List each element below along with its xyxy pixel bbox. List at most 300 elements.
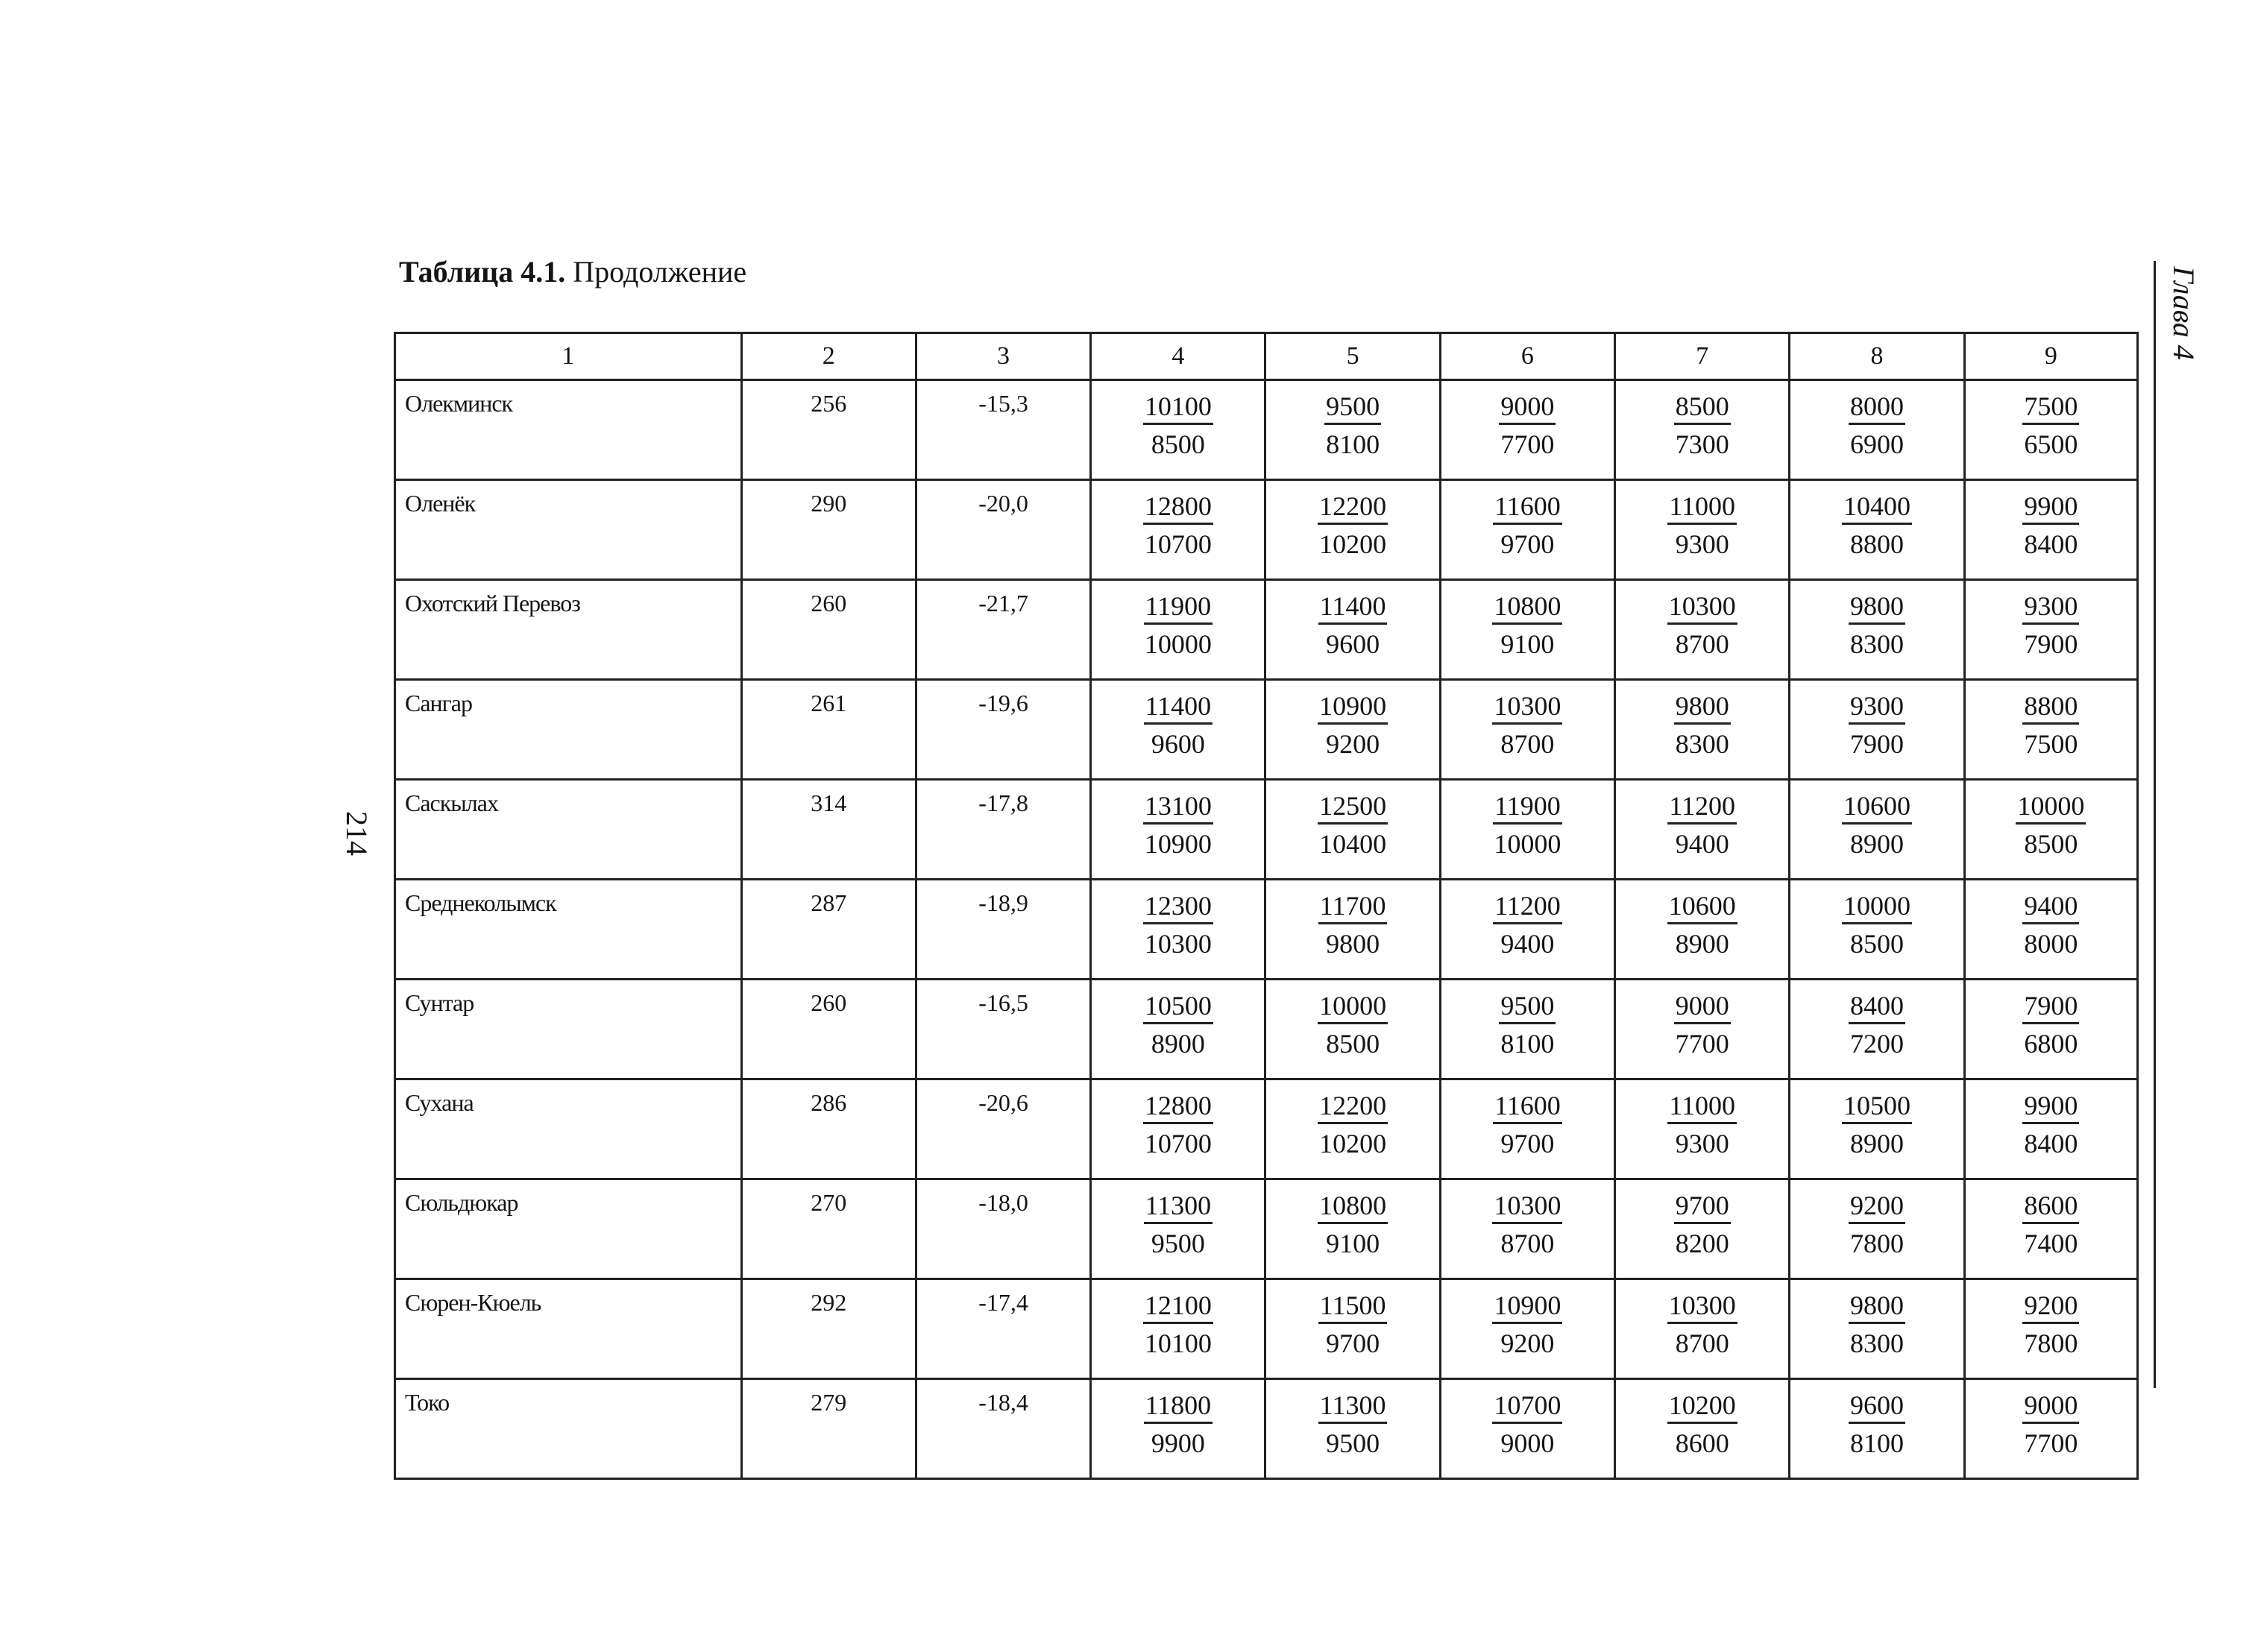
numerator: 8800 — [2022, 690, 2079, 725]
fraction — [1616, 781, 1788, 860]
denominator: 9100 — [1326, 1229, 1380, 1258]
denominator: 8700 — [1500, 1229, 1555, 1258]
temperature-cell: -20,6 — [916, 1079, 1090, 1179]
denominator: 8900 — [1675, 929, 1729, 959]
numerator: 10000 — [1318, 989, 1388, 1024]
denominator: 9700 — [1500, 1129, 1555, 1158]
fraction-cell — [1790, 780, 1964, 880]
fraction — [1266, 481, 1438, 561]
fraction-cell — [1265, 1079, 1440, 1179]
fraction — [1966, 581, 2136, 661]
denominator: 7500 — [2024, 729, 2078, 759]
denominator: 9900 — [1151, 1428, 1205, 1458]
numerator: 9200 — [2022, 1289, 2079, 1324]
altitude-cell: 286 — [741, 1079, 916, 1179]
fraction-cell — [1440, 680, 1614, 780]
fraction-cell — [1091, 1379, 1265, 1479]
fraction-cell — [1790, 980, 1964, 1079]
station-name-cell: Олекминск — [395, 380, 742, 480]
fraction — [1092, 1280, 1264, 1360]
numerator: 10300 — [1492, 690, 1562, 725]
fraction-cell — [1790, 380, 1964, 480]
altitude-cell: 290 — [741, 480, 916, 580]
altitude-cell: 260 — [741, 580, 916, 680]
fraction-cell — [1615, 980, 1790, 1079]
fraction — [1092, 681, 1264, 760]
numerator: 10900 — [1492, 1289, 1562, 1324]
altitude-cell: 287 — [741, 880, 916, 980]
fraction — [1441, 1380, 1614, 1460]
fraction — [1441, 381, 1614, 461]
fraction-cell — [1964, 980, 2137, 1079]
fraction-cell — [1440, 380, 1614, 480]
fraction-cell — [1091, 580, 1265, 680]
denominator: 9000 — [1500, 1428, 1555, 1458]
fraction — [1092, 880, 1264, 960]
fraction — [1966, 880, 2136, 960]
denominator: 10000 — [1144, 629, 1212, 659]
header-cell: 1 — [395, 333, 742, 380]
fraction — [1790, 481, 1963, 561]
fraction-cell — [1964, 1079, 2137, 1179]
denominator: 7400 — [2024, 1229, 2078, 1258]
numerator: 10300 — [1492, 1189, 1562, 1224]
table-caption — [399, 253, 746, 291]
numerator: 10700 — [1492, 1389, 1562, 1424]
fraction — [1966, 980, 2136, 1060]
station-name-cell: Сухана — [395, 1079, 742, 1179]
fraction — [1092, 1180, 1264, 1260]
station-name-cell: Охотский Перевоз — [395, 580, 742, 680]
fraction — [1441, 781, 1614, 860]
numerator: 11400 — [1144, 690, 1213, 725]
fraction — [1266, 880, 1438, 960]
altitude-cell: 261 — [741, 680, 916, 780]
fraction — [1966, 1280, 2136, 1360]
fraction — [1790, 1380, 1963, 1460]
fraction — [1616, 1080, 1788, 1160]
numerator: 12100 — [1143, 1289, 1213, 1324]
fraction — [1266, 681, 1438, 760]
fraction — [1790, 381, 1963, 461]
temperature-cell: -19,6 — [916, 680, 1090, 780]
numerator: 11300 — [1318, 1389, 1388, 1424]
table-row — [395, 1279, 2138, 1379]
fraction — [1266, 1180, 1438, 1260]
fraction-cell — [1440, 780, 1614, 880]
fraction-cell — [1091, 380, 1265, 480]
header-cell: 2 — [741, 333, 916, 380]
fraction — [1616, 1280, 1788, 1360]
denominator: 8900 — [1151, 1029, 1205, 1059]
denominator: 8900 — [1850, 829, 1905, 859]
fraction — [1790, 681, 1963, 760]
denominator: 8400 — [2024, 529, 2078, 559]
temperature-cell: -18,9 — [916, 880, 1090, 980]
table-row — [395, 480, 2138, 580]
numerator: 8400 — [1849, 989, 1905, 1024]
fraction — [1441, 681, 1614, 760]
numerator: 11700 — [1318, 889, 1388, 924]
numerator: 12200 — [1318, 1089, 1388, 1124]
station-name-cell: Саскылах — [395, 780, 742, 880]
denominator: 8700 — [1500, 729, 1555, 759]
fraction-cell — [1790, 1179, 1964, 1279]
fraction-cell — [1964, 1379, 2137, 1479]
header-cell: 6 — [1440, 333, 1614, 380]
denominator: 9600 — [1326, 629, 1380, 659]
fraction — [1966, 681, 2136, 760]
fraction-cell — [1615, 1079, 1790, 1179]
denominator: 8500 — [1850, 929, 1905, 959]
numerator: 8000 — [1849, 390, 1905, 425]
fraction-cell — [1265, 1179, 1440, 1279]
temperature-cell: -20,0 — [916, 480, 1090, 580]
fraction-cell — [1615, 780, 1790, 880]
denominator: 7800 — [1850, 1229, 1905, 1258]
temperature-cell: -18,4 — [916, 1379, 1090, 1479]
numerator: 9900 — [2022, 1089, 2079, 1124]
station-name-cell: Сангар — [395, 680, 742, 780]
numerator: 12300 — [1143, 889, 1213, 924]
fraction — [1092, 381, 1264, 461]
fraction-cell — [1440, 1279, 1614, 1379]
fraction — [1966, 481, 2136, 561]
header-row — [395, 333, 2138, 380]
numerator: 11800 — [1144, 1389, 1213, 1424]
fraction-cell — [1790, 1379, 1964, 1479]
numerator: 9000 — [2022, 1389, 2079, 1424]
fraction-cell — [1964, 1179, 2137, 1279]
page-number: 214 — [340, 811, 374, 856]
fraction — [1266, 781, 1438, 860]
denominator: 9700 — [1326, 1328, 1380, 1358]
station-name-cell: Среднеколымск — [395, 880, 742, 980]
numerator: 10600 — [1842, 789, 1912, 825]
numerator: 11900 — [1493, 789, 1562, 825]
denominator: 7700 — [1500, 429, 1555, 459]
numerator: 10500 — [1842, 1089, 1912, 1124]
altitude-cell: 314 — [741, 780, 916, 880]
fraction — [1616, 980, 1788, 1060]
numerator: 9600 — [1849, 1389, 1905, 1424]
denominator: 9400 — [1675, 829, 1729, 859]
numerator: 8600 — [2022, 1189, 2079, 1224]
header-cell: 4 — [1091, 333, 1265, 380]
altitude-cell: 256 — [741, 380, 916, 480]
numerator: 12800 — [1143, 490, 1213, 525]
fraction — [1790, 781, 1963, 860]
station-name-cell: Сюрен-Кюель — [395, 1279, 742, 1379]
numerator: 9400 — [2022, 889, 2079, 924]
fraction-cell — [1091, 880, 1265, 980]
denominator: 6800 — [2024, 1029, 2078, 1059]
fraction — [1790, 1080, 1963, 1160]
header-cell: 3 — [916, 333, 1090, 380]
numerator: 9000 — [1674, 989, 1731, 1024]
fraction-cell — [1964, 480, 2137, 580]
numerator: 11200 — [1493, 889, 1562, 924]
altitude-cell: 292 — [741, 1279, 916, 1379]
table-body — [395, 380, 2138, 1479]
numerator: 10400 — [1842, 490, 1912, 525]
numerator: 9500 — [1499, 989, 1556, 1024]
fraction — [1266, 980, 1438, 1060]
fraction-cell — [1091, 1179, 1265, 1279]
numerator: 13100 — [1143, 789, 1213, 825]
numerator: 9700 — [1674, 1189, 1731, 1224]
denominator: 9100 — [1500, 629, 1555, 659]
numerator: 11000 — [1667, 490, 1737, 525]
denominator: 8300 — [1675, 729, 1729, 759]
fraction — [1441, 1280, 1614, 1360]
numerator: 7900 — [2022, 989, 2079, 1024]
fraction — [1616, 581, 1788, 661]
denominator: 8300 — [1850, 629, 1905, 659]
table-row — [395, 580, 2138, 680]
denominator: 9300 — [1675, 1129, 1729, 1158]
fraction — [1092, 1380, 1264, 1460]
fraction-cell — [1440, 1179, 1614, 1279]
fraction — [1616, 381, 1788, 461]
temperature-cell: -16,5 — [916, 980, 1090, 1079]
denominator: 7700 — [2024, 1428, 2078, 1458]
fraction — [1092, 481, 1264, 561]
fraction-cell — [1615, 380, 1790, 480]
fraction-cell — [1964, 580, 2137, 680]
fraction — [1266, 1280, 1438, 1360]
denominator: 9800 — [1326, 929, 1380, 959]
fraction-cell — [1615, 480, 1790, 580]
denominator: 10200 — [1319, 1129, 1387, 1158]
fraction-cell — [1790, 580, 1964, 680]
fraction — [1441, 1180, 1614, 1260]
numerator: 10000 — [1842, 889, 1912, 924]
fraction-cell — [1615, 580, 1790, 680]
fraction — [1441, 1080, 1614, 1160]
numerator: 10900 — [1318, 690, 1388, 725]
fraction-cell — [1790, 880, 1964, 980]
denominator: 6500 — [2024, 429, 2078, 459]
numerator: 10800 — [1492, 590, 1562, 625]
numerator: 10100 — [1143, 390, 1213, 425]
denominator: 8300 — [1850, 1328, 1905, 1358]
denominator: 7300 — [1675, 429, 1729, 459]
fraction-cell — [1964, 780, 2137, 880]
fraction — [1266, 1380, 1438, 1460]
fraction-cell — [1265, 680, 1440, 780]
chapter-header: Глава 4 — [2167, 266, 2201, 360]
denominator: 9500 — [1151, 1229, 1205, 1258]
chapter-rule — [2154, 261, 2156, 1388]
numerator: 10200 — [1667, 1389, 1737, 1424]
numerator: 9800 — [1849, 1289, 1905, 1324]
numerator: 9500 — [1324, 390, 1381, 425]
fraction-cell — [1615, 680, 1790, 780]
fraction-cell — [1440, 880, 1614, 980]
fraction-cell — [1265, 1279, 1440, 1379]
fraction — [1092, 1080, 1264, 1160]
denominator: 8700 — [1675, 629, 1729, 659]
fraction — [1092, 980, 1264, 1060]
numerator: 9300 — [1849, 690, 1905, 725]
fraction — [1441, 880, 1614, 960]
fraction — [1790, 1180, 1963, 1260]
fraction-cell — [1091, 1079, 1265, 1179]
denominator: 10300 — [1144, 929, 1212, 959]
fraction — [1616, 481, 1788, 561]
table-row — [395, 980, 2138, 1079]
fraction-cell — [1440, 980, 1614, 1079]
fraction-cell — [1091, 680, 1265, 780]
numerator: 7500 — [2022, 390, 2079, 425]
fraction-cell — [1440, 480, 1614, 580]
numerator: 8500 — [1674, 390, 1731, 425]
denominator: 8100 — [1326, 429, 1380, 459]
denominator: 9700 — [1500, 529, 1555, 559]
temperature-cell: -15,3 — [916, 380, 1090, 480]
numerator: 11600 — [1493, 1089, 1562, 1124]
fraction-cell — [1964, 880, 2137, 980]
fraction — [1616, 1380, 1788, 1460]
fraction — [1790, 980, 1963, 1060]
altitude-cell: 260 — [741, 980, 916, 1079]
fraction-cell — [1615, 1279, 1790, 1379]
fraction — [1790, 581, 1963, 661]
denominator: 9300 — [1675, 529, 1729, 559]
temperature-cell: -21,7 — [916, 580, 1090, 680]
fraction — [1966, 781, 2136, 860]
fraction-cell — [1790, 680, 1964, 780]
numerator: 10600 — [1667, 889, 1737, 924]
data-table — [394, 332, 2139, 1480]
numerator: 11600 — [1493, 490, 1562, 525]
numerator: 12500 — [1318, 789, 1388, 825]
denominator: 9400 — [1500, 929, 1555, 959]
fraction — [1790, 1280, 1963, 1360]
numerator: 10000 — [2016, 789, 2086, 825]
denominator: 8700 — [1675, 1328, 1729, 1358]
numerator: 10300 — [1667, 590, 1737, 625]
table-row — [395, 1079, 2138, 1179]
fraction — [1966, 1180, 2136, 1260]
fraction — [1966, 1080, 2136, 1160]
denominator: 10000 — [1494, 829, 1561, 859]
fraction — [1966, 381, 2136, 461]
temperature-cell: -18,0 — [916, 1179, 1090, 1279]
denominator: 10200 — [1319, 529, 1387, 559]
denominator: 8500 — [2024, 829, 2078, 859]
denominator: 9600 — [1151, 729, 1205, 759]
numerator: 11500 — [1318, 1289, 1388, 1324]
fraction-cell — [1265, 580, 1440, 680]
fraction — [1616, 1180, 1788, 1260]
fraction-cell — [1091, 980, 1265, 1079]
table-row — [395, 780, 2138, 880]
numerator: 10800 — [1318, 1189, 1388, 1224]
fraction-cell — [1964, 380, 2137, 480]
fraction-cell — [1265, 480, 1440, 580]
fraction — [1616, 681, 1788, 760]
altitude-cell: 270 — [741, 1179, 916, 1279]
fraction-cell — [1265, 380, 1440, 480]
fraction — [1266, 581, 1438, 661]
numerator: 11300 — [1144, 1189, 1213, 1224]
altitude-cell: 279 — [741, 1379, 916, 1479]
station-name-cell: Сунтар — [395, 980, 742, 1079]
fraction — [1092, 581, 1264, 661]
numerator: 10300 — [1667, 1289, 1737, 1324]
fraction — [1266, 1080, 1438, 1160]
denominator: 7900 — [2024, 629, 2078, 659]
fraction-cell — [1440, 1079, 1614, 1179]
denominator: 8100 — [1500, 1029, 1555, 1059]
fraction-cell — [1265, 980, 1440, 1079]
denominator: 6900 — [1850, 429, 1905, 459]
denominator: 10700 — [1144, 529, 1212, 559]
denominator: 7800 — [2024, 1328, 2078, 1358]
numerator: 9300 — [2022, 590, 2079, 625]
temperature-cell: -17,8 — [916, 780, 1090, 880]
table-row — [395, 1379, 2138, 1479]
numerator: 9800 — [1674, 690, 1731, 725]
fraction — [1266, 381, 1438, 461]
denominator: 8100 — [1850, 1428, 1905, 1458]
table-row — [395, 680, 2138, 780]
fraction-cell — [1964, 1279, 2137, 1379]
station-name-cell: Токо — [395, 1379, 742, 1479]
denominator: 10700 — [1144, 1129, 1212, 1158]
fraction-cell — [1615, 1379, 1790, 1479]
station-name-cell: Сюльдюкар — [395, 1179, 742, 1279]
header-cell: 7 — [1615, 333, 1790, 380]
table-row — [395, 380, 2138, 480]
fraction-cell — [1091, 480, 1265, 580]
fraction — [1441, 481, 1614, 561]
numerator: 9900 — [2022, 490, 2079, 525]
denominator: 8500 — [1151, 429, 1205, 459]
fraction-cell — [1265, 1379, 1440, 1479]
fraction-cell — [1091, 1279, 1265, 1379]
fraction-cell — [1440, 580, 1614, 680]
fraction — [1441, 980, 1614, 1060]
fraction — [1790, 880, 1963, 960]
fraction — [1441, 581, 1614, 661]
header-cell: 8 — [1790, 333, 1964, 380]
denominator: 10100 — [1144, 1328, 1212, 1358]
numerator: 9800 — [1849, 590, 1905, 625]
numerator: 10500 — [1143, 989, 1213, 1024]
numerator: 12200 — [1318, 490, 1388, 525]
numerator: 11400 — [1318, 590, 1388, 625]
numerator: 9000 — [1499, 390, 1556, 425]
header-cell: 5 — [1265, 333, 1440, 380]
fraction-cell — [1790, 1079, 1964, 1179]
fraction-cell — [1440, 1379, 1614, 1479]
table-caption-text: Продолжение — [565, 255, 747, 289]
header-cell: 9 — [1964, 333, 2137, 380]
denominator: 9200 — [1326, 729, 1380, 759]
denominator: 8900 — [1850, 1129, 1905, 1158]
denominator: 7200 — [1850, 1029, 1905, 1059]
denominator: 10900 — [1144, 829, 1212, 859]
station-name-cell: Оленёк — [395, 480, 742, 580]
denominator: 8000 — [2024, 929, 2078, 959]
fraction-cell — [1964, 680, 2137, 780]
fraction-cell — [1615, 880, 1790, 980]
table-caption-label: Таблица 4.1. — [399, 255, 566, 289]
fraction-cell — [1790, 480, 1964, 580]
